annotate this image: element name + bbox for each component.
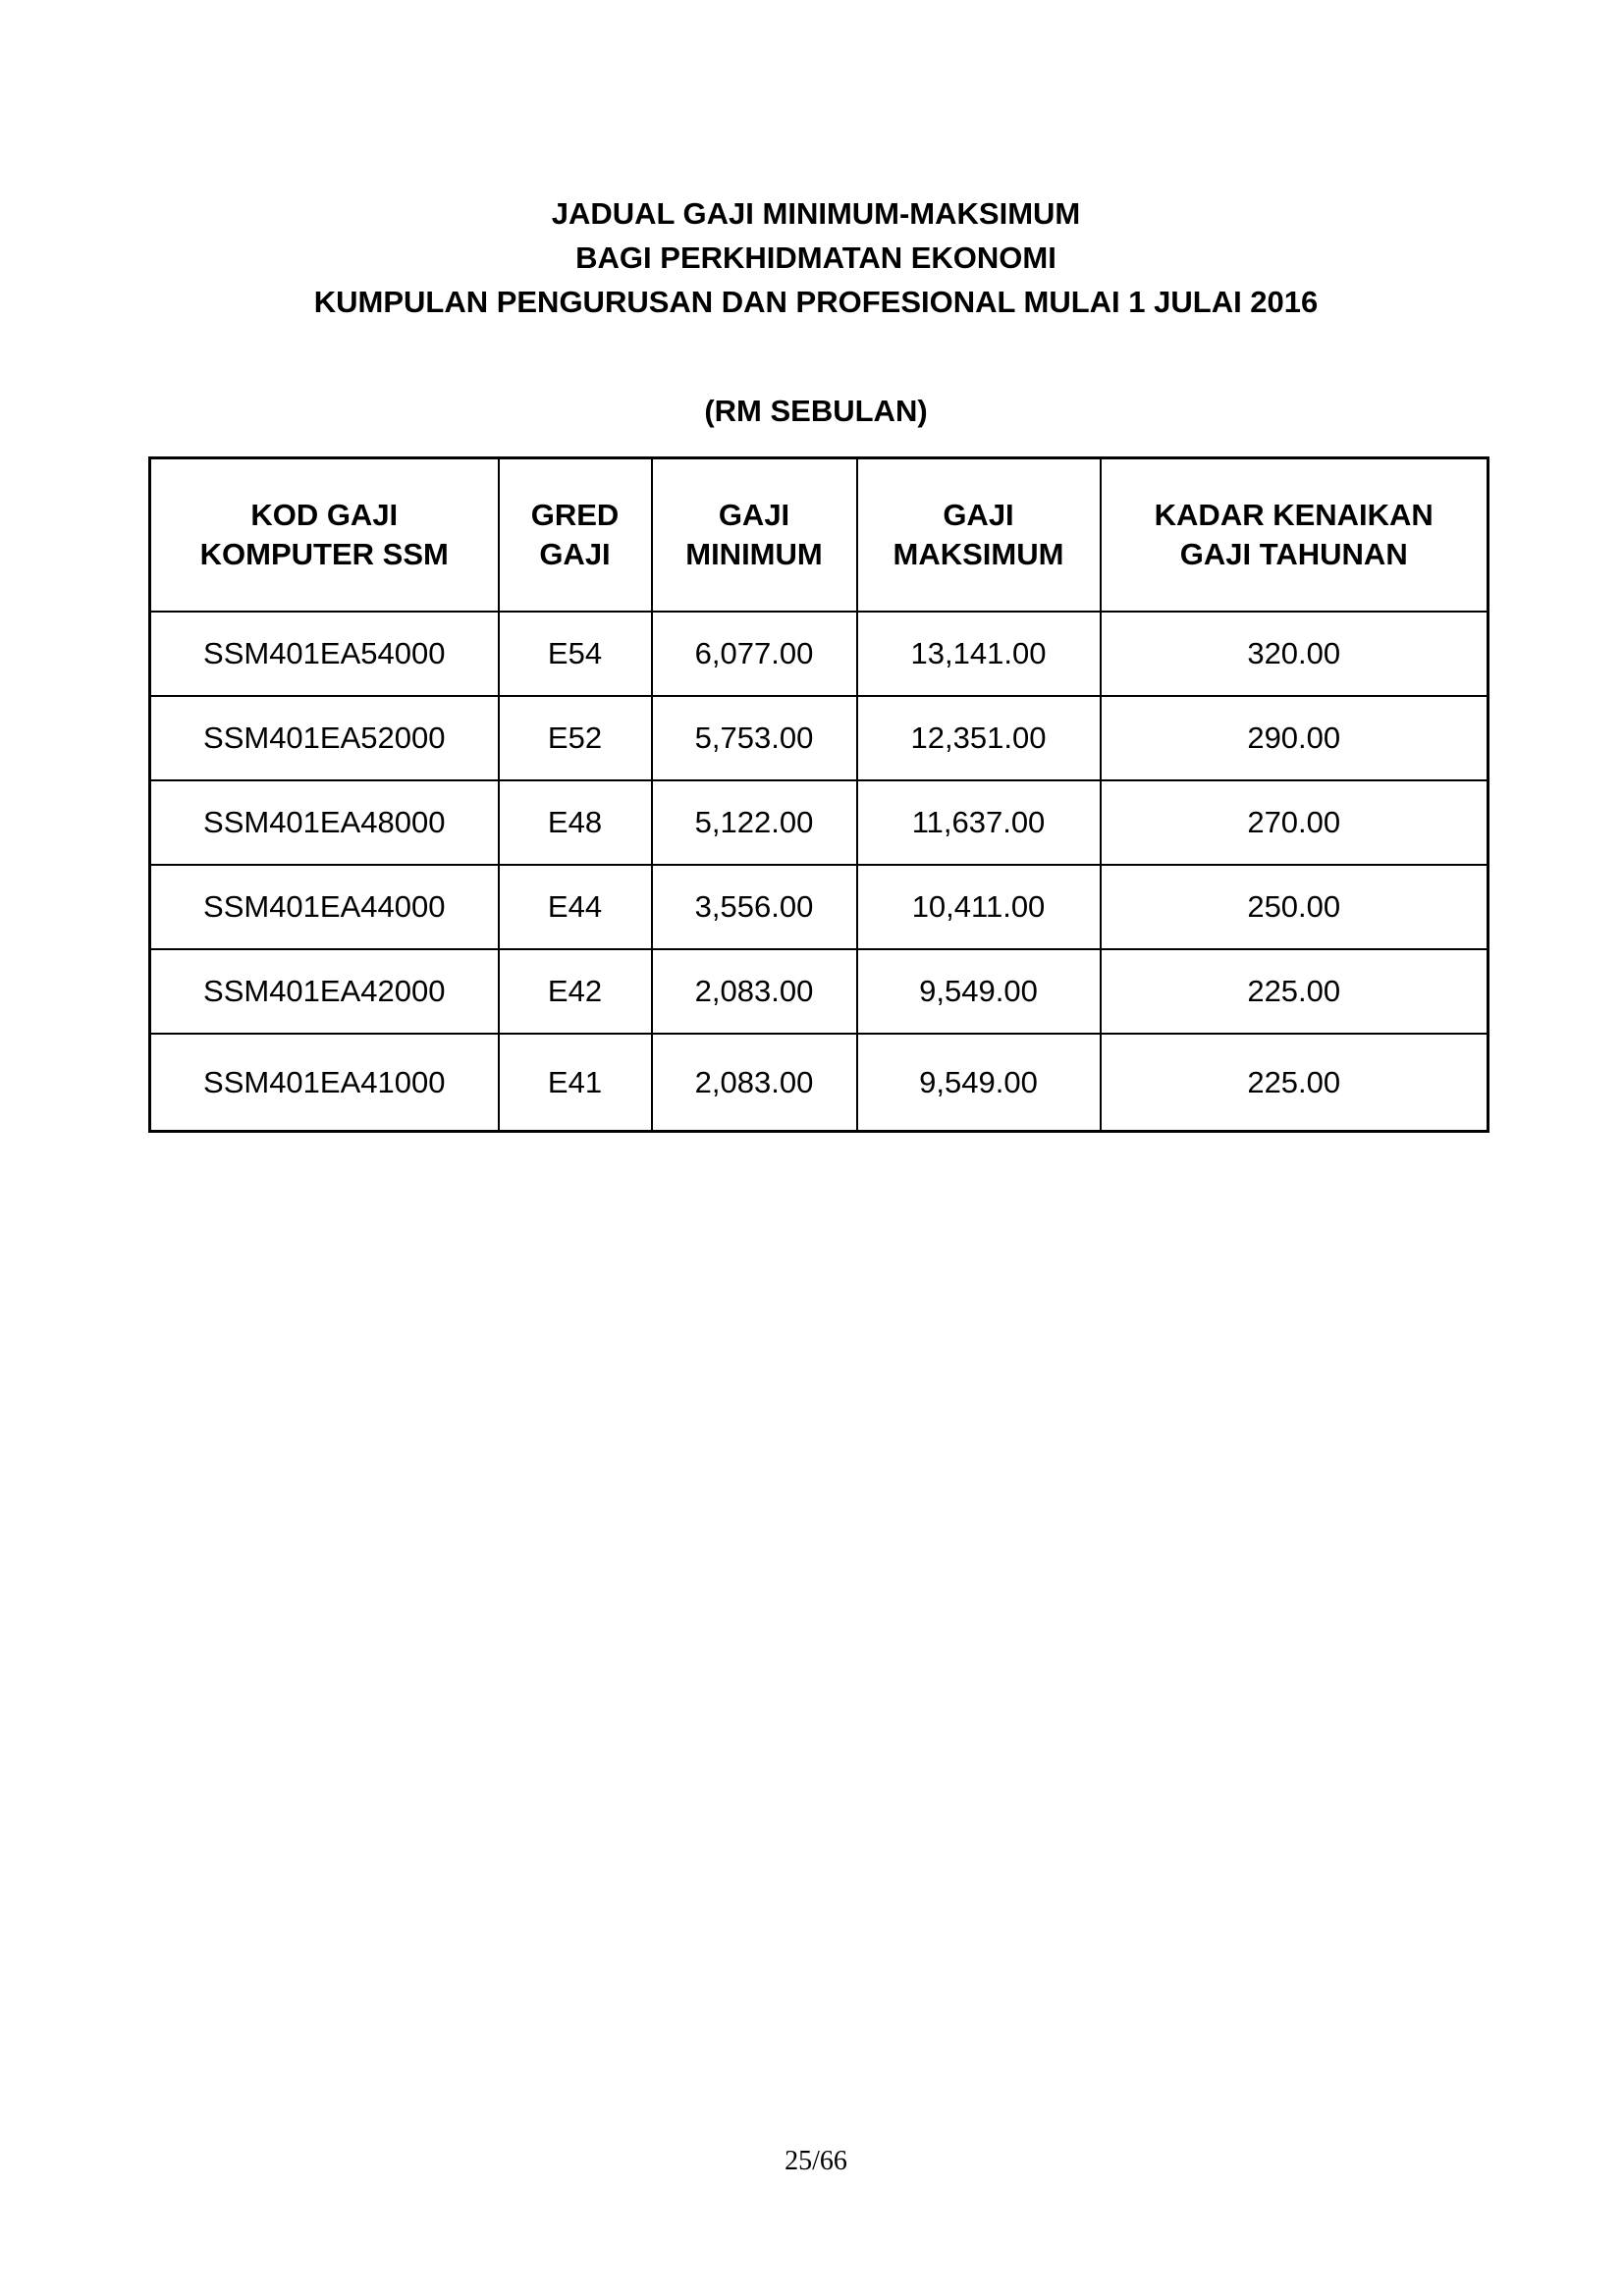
page-number: 25/66: [785, 2146, 847, 2176]
cell-gaji-maksimum: 10,411.00: [857, 865, 1101, 949]
table-header-row: [150, 458, 1489, 613]
cell-kod-gaji: SSM401EA54000: [150, 612, 499, 696]
cell-kadar-kenaikan: 320.00: [1101, 612, 1489, 696]
table-row: [150, 865, 1489, 949]
title-line-1: JADUAL GAJI MINIMUM-MAKSIMUM: [551, 196, 1081, 231]
cell-gaji-maksimum: 12,351.00: [857, 696, 1101, 780]
cell-gaji-maksimum: 13,141.00: [857, 612, 1101, 696]
table-row: [150, 612, 1489, 696]
cell-kod-gaji: SSM401EA48000: [150, 780, 499, 865]
header-kod-gaji: KOD GAJI KOMPUTER SSM: [150, 458, 499, 613]
header-gaji-minimum: GAJI MINIMUM: [652, 458, 857, 613]
cell-gaji-maksimum: 9,549.00: [857, 949, 1101, 1034]
cell-gaji-minimum: 2,083.00: [652, 949, 857, 1034]
cell-gaji-minimum: 5,753.00: [652, 696, 857, 780]
document-title: [0, 191, 1624, 324]
cell-gred: E44: [499, 865, 652, 949]
header-gred-gaji: GRED GAJI: [499, 458, 652, 613]
unit-label: (RM SEBULAN): [704, 394, 928, 428]
table-row: [150, 780, 1489, 865]
table-row: [150, 949, 1489, 1034]
title-line-2: BAGI PERKHIDMATAN EKONOMI: [575, 240, 1056, 275]
cell-gaji-minimum: 3,556.00: [652, 865, 857, 949]
cell-kod-gaji: SSM401EA41000: [150, 1034, 499, 1132]
cell-kadar-kenaikan: 290.00: [1101, 696, 1489, 780]
cell-gaji-maksimum: 11,637.00: [857, 780, 1101, 865]
cell-kod-gaji: SSM401EA42000: [150, 949, 499, 1034]
header-gaji-maksimum: GAJI MAKSIMUM: [857, 458, 1101, 613]
salary-table: [148, 456, 1489, 1133]
cell-kadar-kenaikan: 270.00: [1101, 780, 1489, 865]
cell-gaji-minimum: 6,077.00: [652, 612, 857, 696]
cell-kadar-kenaikan: 250.00: [1101, 865, 1489, 949]
cell-kadar-kenaikan: 225.00: [1101, 949, 1489, 1034]
cell-gred: E42: [499, 949, 652, 1034]
title-line-3: KUMPULAN PENGURUSAN DAN PROFESIONAL MULAI 1 JULAI 2016: [313, 285, 1319, 319]
cell-gred: E52: [499, 696, 652, 780]
table-row: [150, 696, 1489, 780]
cell-gaji-maksimum: 9,549.00: [857, 1034, 1101, 1132]
table-row: [150, 1034, 1489, 1132]
cell-gred: E41: [499, 1034, 652, 1132]
cell-gaji-minimum: 2,083.00: [652, 1034, 857, 1132]
cell-kadar-kenaikan: 225.00: [1101, 1034, 1489, 1132]
cell-gred: E48: [499, 780, 652, 865]
cell-gred: E54: [499, 612, 652, 696]
cell-kod-gaji: SSM401EA44000: [150, 865, 499, 949]
cell-kod-gaji: SSM401EA52000: [150, 696, 499, 780]
header-kadar-kenaikan: KADAR KENAIKAN GAJI TAHUNAN: [1101, 458, 1489, 613]
cell-gaji-minimum: 5,122.00: [652, 780, 857, 865]
